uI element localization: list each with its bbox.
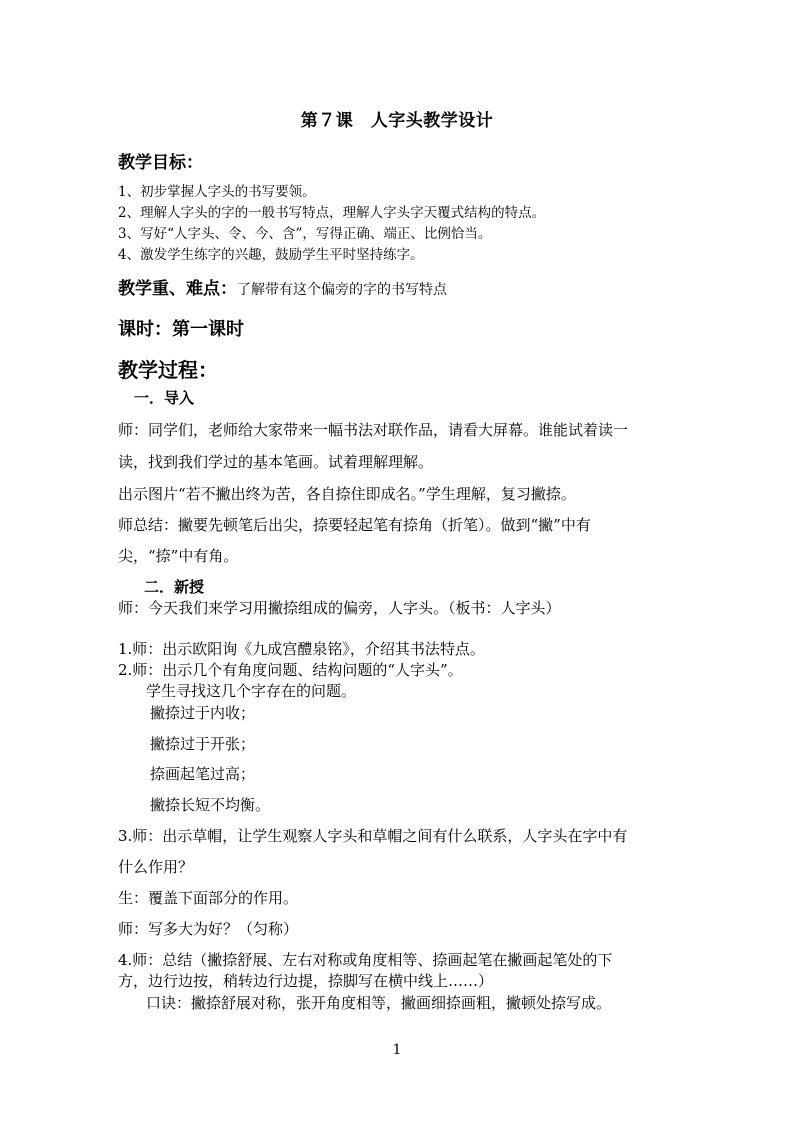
key-points [118, 274, 447, 299]
paragraph-line: 1.师：出示欧阳询《九成宫醴泉铭》，介绍其书法特点。 [118, 640, 485, 658]
paragraph-line: 师：同学们，老师给大家带来一幅书法对联作品，请看大屏幕。谁能试着读一 [118, 421, 629, 439]
section-new-heading: 二．新授 [144, 578, 205, 596]
paragraph-line: 师总结：撇要先顿笔后出尖，捺要轻起笔有捺角（折笔）。做到“撇”中有 [118, 516, 591, 534]
paragraph-line: 3.师：出示草帽，让学生观察人字头和草帽之间有什么联系，人字头在字中有 [118, 827, 628, 845]
objective-item: 1、初步掌握人字头的书写要领。 [118, 184, 316, 200]
paragraph-line: 尖，“捺”中有角。 [118, 547, 239, 565]
objective-item: 3、写好“人字头、令、今、含”，写得正确、端正、比例恰当。 [118, 226, 492, 242]
list-item: 撇捺过于内收； [150, 704, 256, 722]
paragraph-line: 学生寻找这几个字存在的问题。 [146, 682, 357, 700]
paragraph-line: 师：今天我们来学习用撇捺组成的偏旁，人字头。（板书：人字头） [118, 599, 561, 617]
paragraph-line: 生：覆盖下面部分的作用。 [118, 889, 299, 907]
key-points-text: 了解带有这个偏旁的字的书写特点 [237, 282, 447, 298]
list-item: 捺画起笔过高； [150, 765, 256, 783]
list-item: 撇捺过于开张； [150, 735, 256, 753]
section-import-heading: 一．导入 [134, 389, 195, 407]
objective-item: 4、激发学生练字的兴趣，鼓励学生平时坚持练字。 [118, 247, 424, 263]
page-title: 第７课 人字头教学设计 [300, 111, 494, 131]
list-item: 撇捺长短不均衡。 [150, 796, 271, 814]
key-points-heading: 教学重、难点： [118, 279, 237, 299]
mnemonic-line: 口诀：撇捺舒展对称，张开角度相等，撇画细捺画粗，撇顿处捺写成。 [146, 994, 612, 1012]
paragraph-line: 2.师：出示几个有角度问题、结构问题的“人字头”。 [118, 661, 463, 679]
objective-item: 2、理解人字头的字的一般书写特点，理解人字头字天覆式结构的特点。 [118, 205, 546, 221]
paragraph-line: 方，边行边按，稍转边行边提，捺脚写在横中线上……） [118, 972, 494, 990]
objectives-heading: 教学目标： [118, 153, 203, 173]
paragraph-line: 4.师：总结（撇捺舒展、左右对称或角度相等、捺画起笔在撇画起笔处的下 [118, 951, 613, 969]
paragraph-line: 读，找到我们学过的基本笔画。试着理解理解。 [118, 453, 434, 471]
process-heading: 教学过程： [118, 358, 218, 382]
paragraph-line: 师：写多大为好？（匀称） [118, 920, 299, 938]
period-heading: 课时：第一课时 [118, 319, 244, 340]
page-number: 1 [392, 1042, 402, 1058]
paragraph-line: 出示图片“若不撇出终为苦，各自捺住即成名。”学生理解，复习撇捺。 [118, 485, 576, 503]
paragraph-line: 什么作用？ [118, 858, 194, 876]
